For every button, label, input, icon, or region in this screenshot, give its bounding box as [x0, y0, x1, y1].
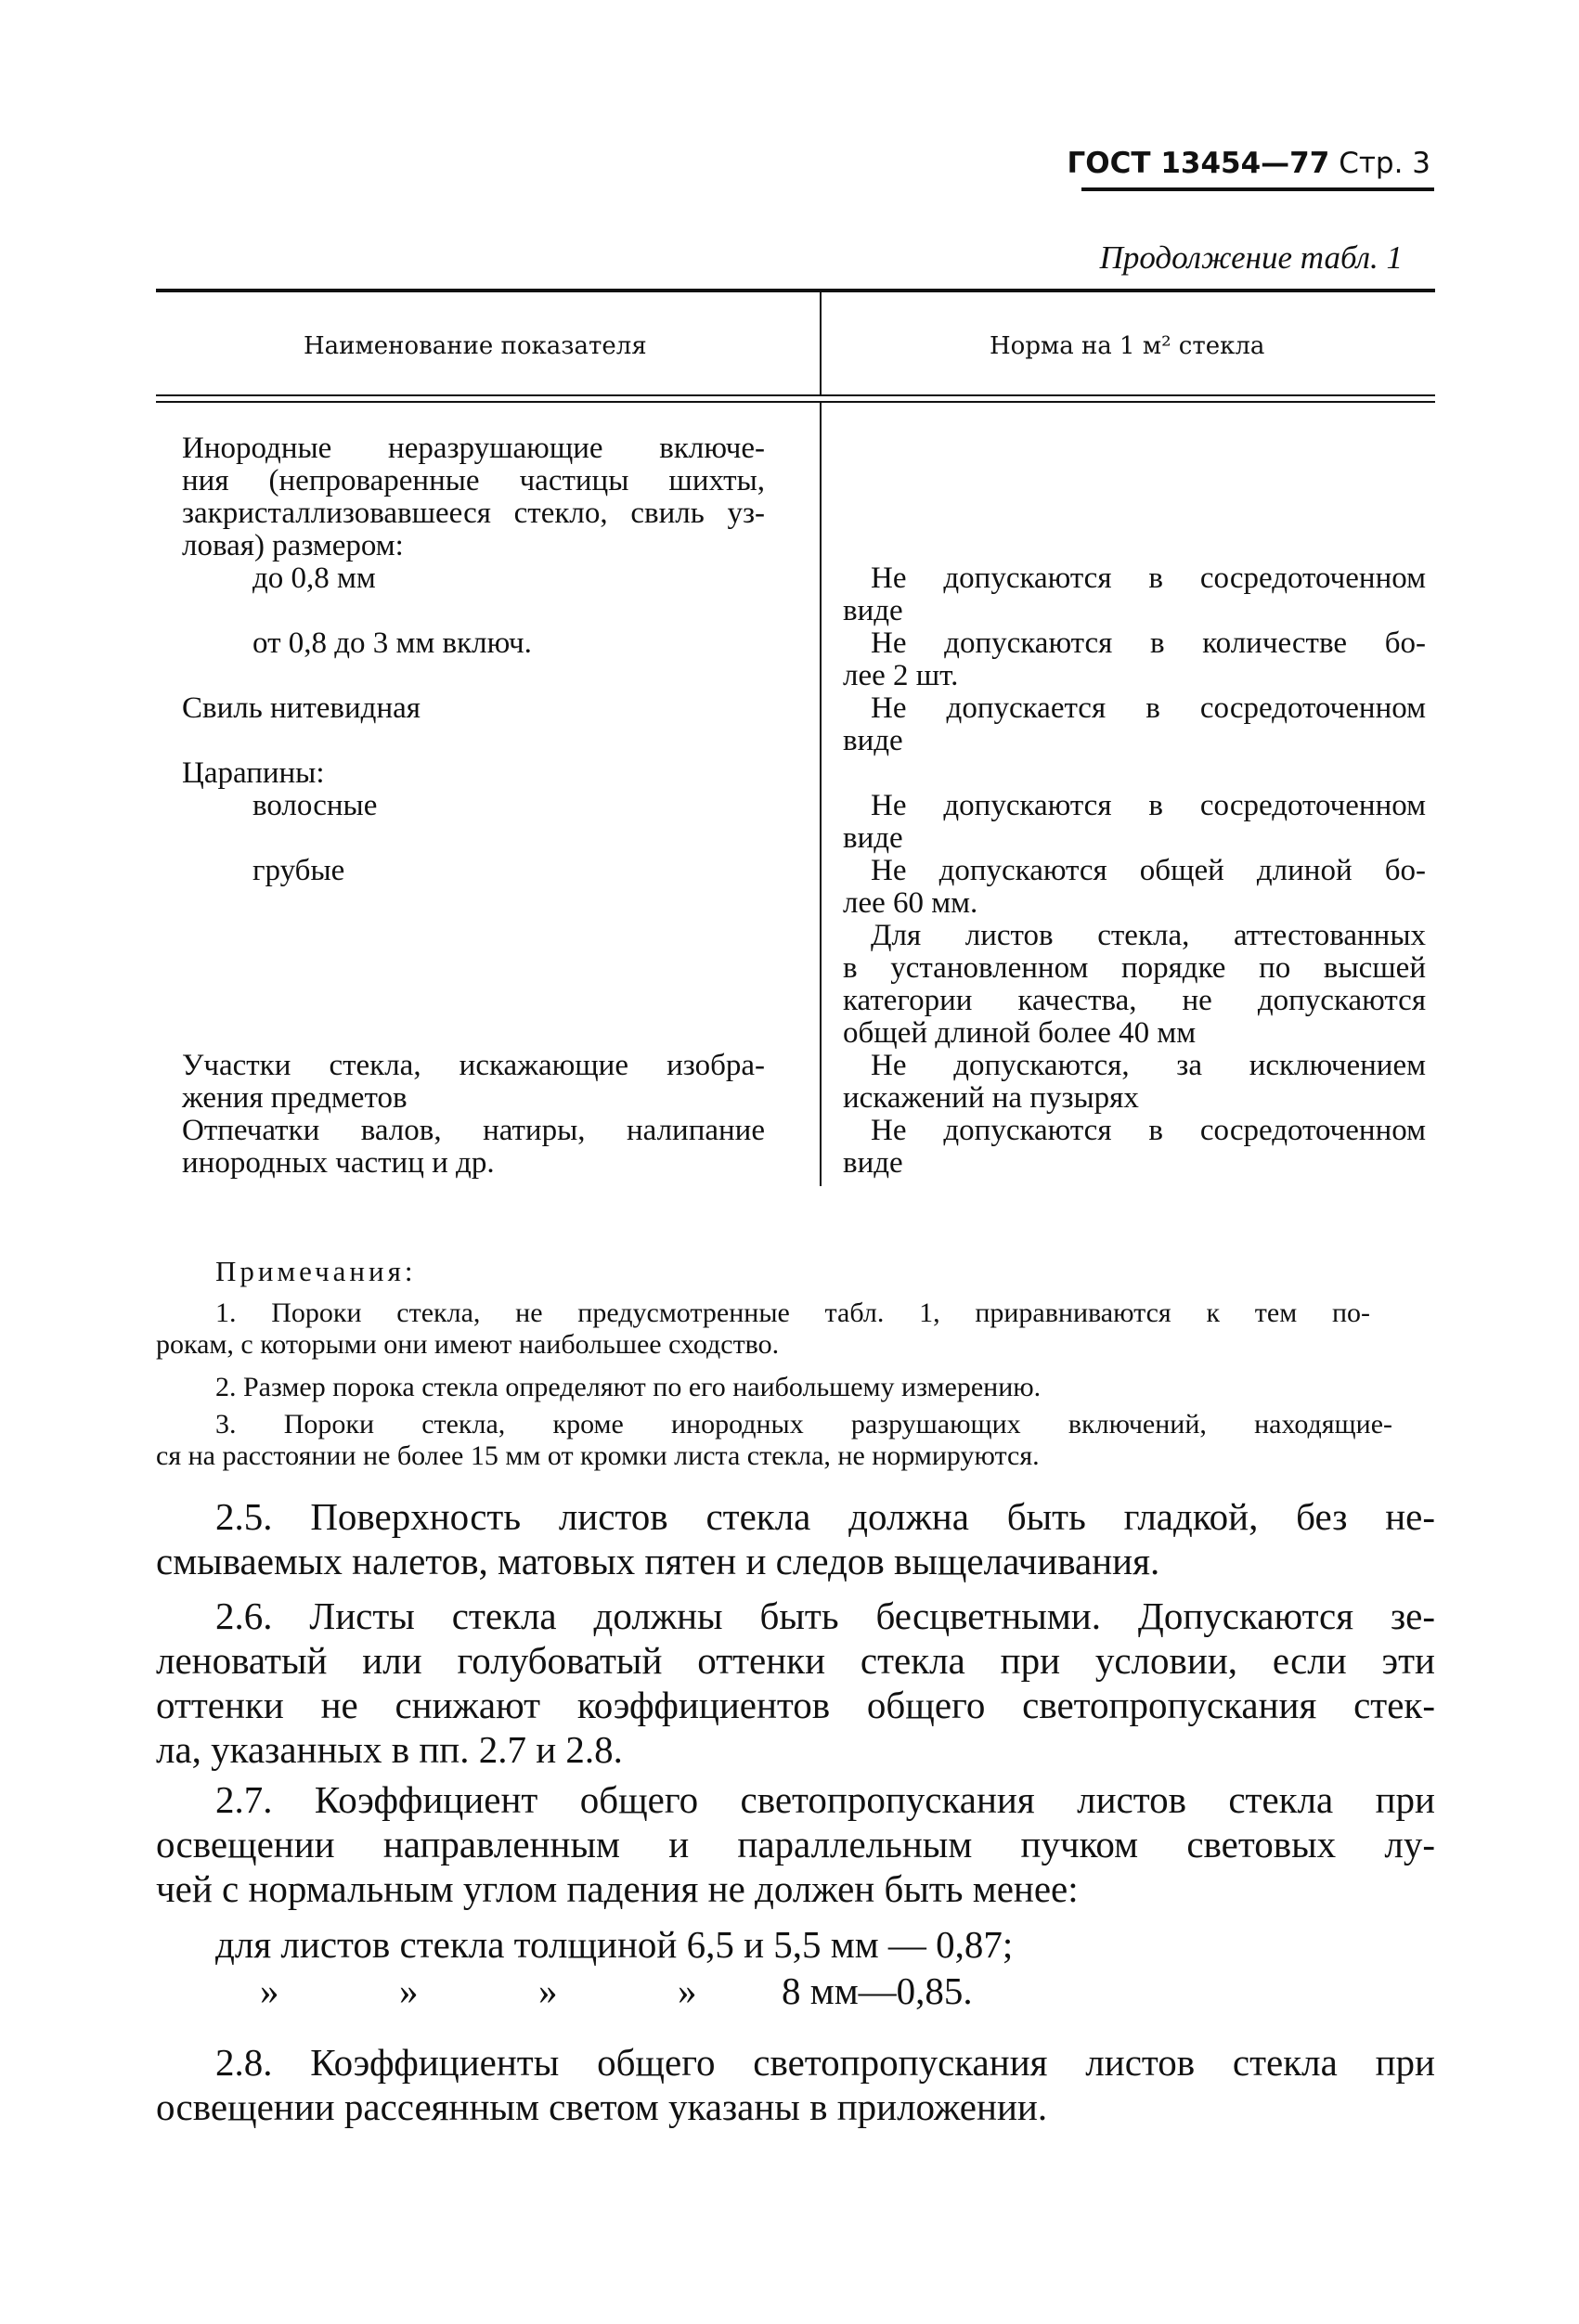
thickness-line-1: [215, 1922, 1013, 1967]
text-line: волосные: [252, 789, 378, 822]
text-line: Свиль нитевидная: [182, 691, 421, 725]
row-scratches-coarse: [252, 855, 344, 887]
text-line: жения предметов: [182, 1081, 408, 1115]
row-scratches-hair: [252, 790, 377, 822]
table-column-divider: [820, 403, 822, 1186]
text-line: Царапины:: [182, 756, 325, 790]
row-thread-svil: [182, 692, 421, 725]
text-line: искажений на пузырях: [843, 1081, 1139, 1115]
text-line: виде: [843, 594, 903, 627]
column-header-indicator: Наименование показателя: [304, 332, 647, 360]
column-header-norm: Норма на 1 м² стекла: [990, 332, 1265, 360]
text-line: в установленном порядке по высшей: [843, 951, 1426, 985]
norm-thread-svil: [843, 692, 1426, 757]
row-foreign-inclusions: [182, 433, 765, 562]
text-line: инородных частиц и др.: [182, 1146, 495, 1180]
table-top-rule: [156, 289, 1435, 292]
page-number: Стр. 3: [1339, 147, 1430, 180]
text-line: рокам, с которыми они имеют наибольшее сходство.: [156, 1329, 780, 1360]
ditto-mark: »: [260, 1969, 279, 2012]
norm-scratches-coarse: [843, 855, 1426, 920]
text-line: леноватый или голубоватый оттенки стекла при условии, если эти: [156, 1639, 1435, 1682]
text-line: 2.7. Коэффициент общего светопропускания листов стекла при: [215, 1778, 1435, 1821]
text-line: оттенки не снижают коэффициентов общего светопропускания стек-: [156, 1684, 1435, 1726]
text-line: 2.6. Листы стекла должны быть бесцветными. Допускаются зе-: [215, 1595, 1435, 1637]
text-line: 1. Пороки стекла, не предусмотренные табл. 1, приравниваются к тем по-: [215, 1298, 1370, 1328]
text-line: 2. Размер порока стекла определяют по его наибольшему измерению.: [215, 1372, 1042, 1402]
text-line: грубые: [252, 854, 345, 887]
text-line: Инородные неразрушающие включе-: [182, 432, 765, 465]
page-header: [1068, 147, 1430, 180]
norm-distortion-areas: [843, 1050, 1426, 1115]
text-line: 2.8. Коэффициенты общего светопропускания листов стекла при: [215, 2041, 1435, 2084]
row-distortion-areas: [182, 1050, 765, 1115]
table-header-divider: [820, 292, 822, 394]
text-line: до 0,8 мм: [252, 562, 376, 595]
text-line: освещении направленным и параллельным пучком световых лу-: [156, 1823, 1435, 1866]
note-2: [215, 1372, 1041, 1403]
table-header-rule-1: [156, 394, 1435, 396]
text-line: лее 60 мм.: [843, 886, 978, 920]
text-line: для листов стекла толщиной 6,5 и 5,5 мм — 0,87;: [215, 1923, 1014, 1966]
text-line: освещении рассеянным светом указаны в приложении.: [156, 2085, 1048, 2128]
text-line: Не допускаются в сосредоточенном: [871, 1114, 1426, 1147]
text-line: категории качества, не допускаются: [843, 984, 1426, 1017]
text-line: 3. Пороки стекла, кроме инородных разрушающих включений, находящие-: [215, 1409, 1392, 1440]
note-1: [156, 1298, 1370, 1361]
row-roller-prints: [182, 1115, 765, 1180]
text-line: виде: [843, 821, 903, 855]
text-line: лее 2 шт.: [843, 659, 959, 692]
text-line: виде: [843, 724, 903, 757]
paragraph-2-5: [156, 1494, 1435, 1583]
text-line: виде: [843, 1146, 903, 1180]
text-line: Не допускаются в сосредоточенном: [871, 562, 1426, 595]
header-rule: [1081, 187, 1434, 191]
norm-size-small: [843, 562, 1426, 627]
row-size-small: [252, 562, 376, 595]
text-line: ла, указанных в пп. 2.7 и 2.8.: [156, 1728, 623, 1771]
text-line: Участки стекла, искажающие изобра-: [182, 1049, 765, 1082]
standard-code: ГОСТ 13454—77: [1067, 147, 1330, 180]
text-line: Отпечатки валов, натиры, налипание: [182, 1114, 765, 1147]
norm-scratches-top-category: [843, 920, 1426, 1050]
text-line: чей с нормальным углом падения не должен быть менее:: [156, 1867, 1079, 1910]
paragraph-2-7: [156, 1777, 1435, 1911]
text-line: общей длиной более 40 мм: [843, 1016, 1197, 1050]
text-line: ловая) размером:: [182, 529, 404, 562]
text-line: 8 мм—0,85.: [782, 1969, 973, 2012]
table-continuation-label: Продолжение табл. 1: [1099, 239, 1403, 276]
norm-roller-prints: [843, 1115, 1426, 1180]
norm-scratches-hair: [843, 790, 1426, 855]
text-line: Не допускается в сосредоточенном: [871, 691, 1426, 725]
text-line: от 0,8 до 3 мм включ.: [252, 626, 532, 660]
row-size-mid: [252, 627, 532, 660]
paragraph-2-8: [156, 2040, 1435, 2129]
text-line: ся на расстоянии не более 15 мм от кромки листа стекла, не нормируются.: [156, 1440, 1040, 1471]
text-line: Не допускаются в количестве бо-: [871, 626, 1426, 660]
text-line: 2.5. Поверхность листов стекла должна быть гладкой, без не-: [215, 1495, 1435, 1538]
notes-heading: Примечания:: [215, 1255, 417, 1287]
ditto-mark: »: [538, 1969, 558, 2012]
text-line: закристаллизовавшееся стекло, свиль уз-: [182, 497, 765, 530]
text-line: смываемых налетов, матовых пятен и следов выщелачивания.: [156, 1540, 1160, 1582]
table-header-rule-2: [156, 401, 1435, 403]
thickness-line-2: [0, 1969, 1579, 2013]
ditto-mark: »: [399, 1969, 419, 2012]
row-scratches: [182, 757, 325, 790]
text-line: Не допускаются, за исключением: [871, 1049, 1426, 1082]
text-line: ния (непроваренные частицы шихты,: [182, 464, 765, 497]
ditto-mark: »: [678, 1969, 697, 2012]
paragraph-2-6: [156, 1594, 1435, 1772]
text-line: Для листов стекла, аттестованных: [871, 919, 1426, 952]
text-line: Не допускаются в сосредоточенном: [871, 789, 1426, 822]
note-3: [156, 1409, 1392, 1472]
norm-size-mid: [843, 627, 1426, 692]
text-line: Не допускаются общей длиной бо-: [871, 854, 1426, 887]
